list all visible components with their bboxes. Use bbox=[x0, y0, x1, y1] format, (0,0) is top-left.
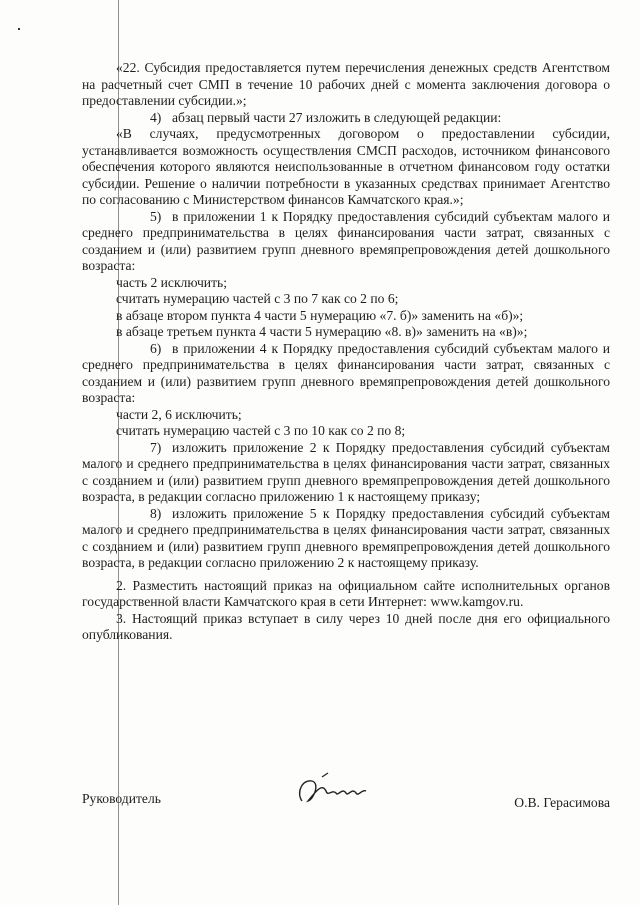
numbered-paragraph bbox=[82, 209, 610, 275]
numbered-paragraph bbox=[82, 110, 610, 127]
sub-item: считать нумерацию частей с 3 по 10 как со 2 по 8; bbox=[116, 423, 406, 438]
numbered-paragraph bbox=[82, 440, 610, 506]
paragraph-number: 7) bbox=[150, 439, 162, 455]
paragraph-number: 5) bbox=[150, 208, 162, 224]
paragraph-number: 4) bbox=[150, 109, 162, 125]
signer-position: Руководитель bbox=[82, 791, 161, 806]
paragraph-text: изложить приложение 5 к Порядку предоставления субсидий субъектам малого и среднего предпринимательства в целях финансирования части затрат, связанных с созданием и (или) развитием групп дневного времяпрепровождения детей дошкольного возраста, в редакции согласно приложению 2 к настоящему приказу. bbox=[82, 505, 610, 570]
numbered-paragraph bbox=[82, 506, 610, 572]
numbered-paragraph bbox=[82, 341, 610, 407]
document-body bbox=[82, 60, 610, 644]
sub-item: части 2, 6 исключить; bbox=[116, 406, 242, 422]
paragraph: 2. Разместить настоящий приказ на официальном сайте исполнительных органов государственной власти Камчатского края в сети Интернет: www.kamgov.ru. bbox=[82, 577, 610, 609]
paragraph-text: в приложении 1 к Порядку предоставления субсидий субъектам малого и среднего предпринимательства в целях финансирования части затрат, связанных с созданием и (или) развитием групп дневного времяпрепровождения детей дошкольного возраста: bbox=[82, 208, 610, 273]
sub-item: считать нумерацию частей с 3 по 7 как со 2 по 6; bbox=[116, 291, 399, 306]
paragraph: «В случаях, предусмотренных договором о предоставлении субсидии, устанавливается возможность осуществления СМСП расходов, источником финансового обеспечения которого являются неиспользованные в отчетном финансовом году остатки субсидии. Решение о наличии потребности в указанных средствах принимает Агентство по согласованию с Министерством финансов Камчатского края.»; bbox=[82, 126, 610, 207]
signer-name: О.В. Герасимова bbox=[514, 795, 610, 810]
scan-speck bbox=[18, 28, 20, 30]
paragraph-text: абзац первый части 27 изложить в следующей редакции: bbox=[172, 109, 502, 125]
sub-item: часть 2 исключить; bbox=[116, 274, 227, 290]
paragraph-text: изложить приложение 2 к Порядку предоставления субсидий субъектам малого и среднего предпринимательства в целях финансирования части затрат, связанных с созданием и (или) развитием групп дневного времяпрепровождения детей дошкольного возраста, в редакции согласно приложению 1 к настоящему приказу; bbox=[82, 439, 610, 504]
paragraph-number: 8) bbox=[150, 505, 162, 521]
paragraph-text: в приложении 4 к Порядку предоставления субсидий субъектам малого и среднего предпринимательства в целях финансирования части затрат, связанных с созданием и (или) развитием групп дневного времяпрепровождения детей дошкольного возраста: bbox=[82, 340, 610, 405]
signature-block bbox=[82, 785, 610, 845]
sub-item: в абзаце третьем пункта 4 части 5 нумерацию «8. в)» заменить на «в)»; bbox=[116, 324, 528, 339]
paragraph-number: 6) bbox=[150, 340, 162, 356]
paragraph: «22. Субсидия предоставляется путем перечисления денежных средств Агентством на расчетный счет СМП в течение 10 рабочих дней с момента заключения договора о предоставлении субсидии.»; bbox=[82, 60, 610, 108]
paragraph: 3. Настоящий приказ вступает в силу через 10 дней после дня его официального опубликования. bbox=[82, 610, 610, 642]
sub-item: в абзаце втором пункта 4 части 5 нумерацию «7. б)» заменить на «б)»; bbox=[116, 307, 524, 323]
handwritten-signature bbox=[292, 771, 382, 811]
